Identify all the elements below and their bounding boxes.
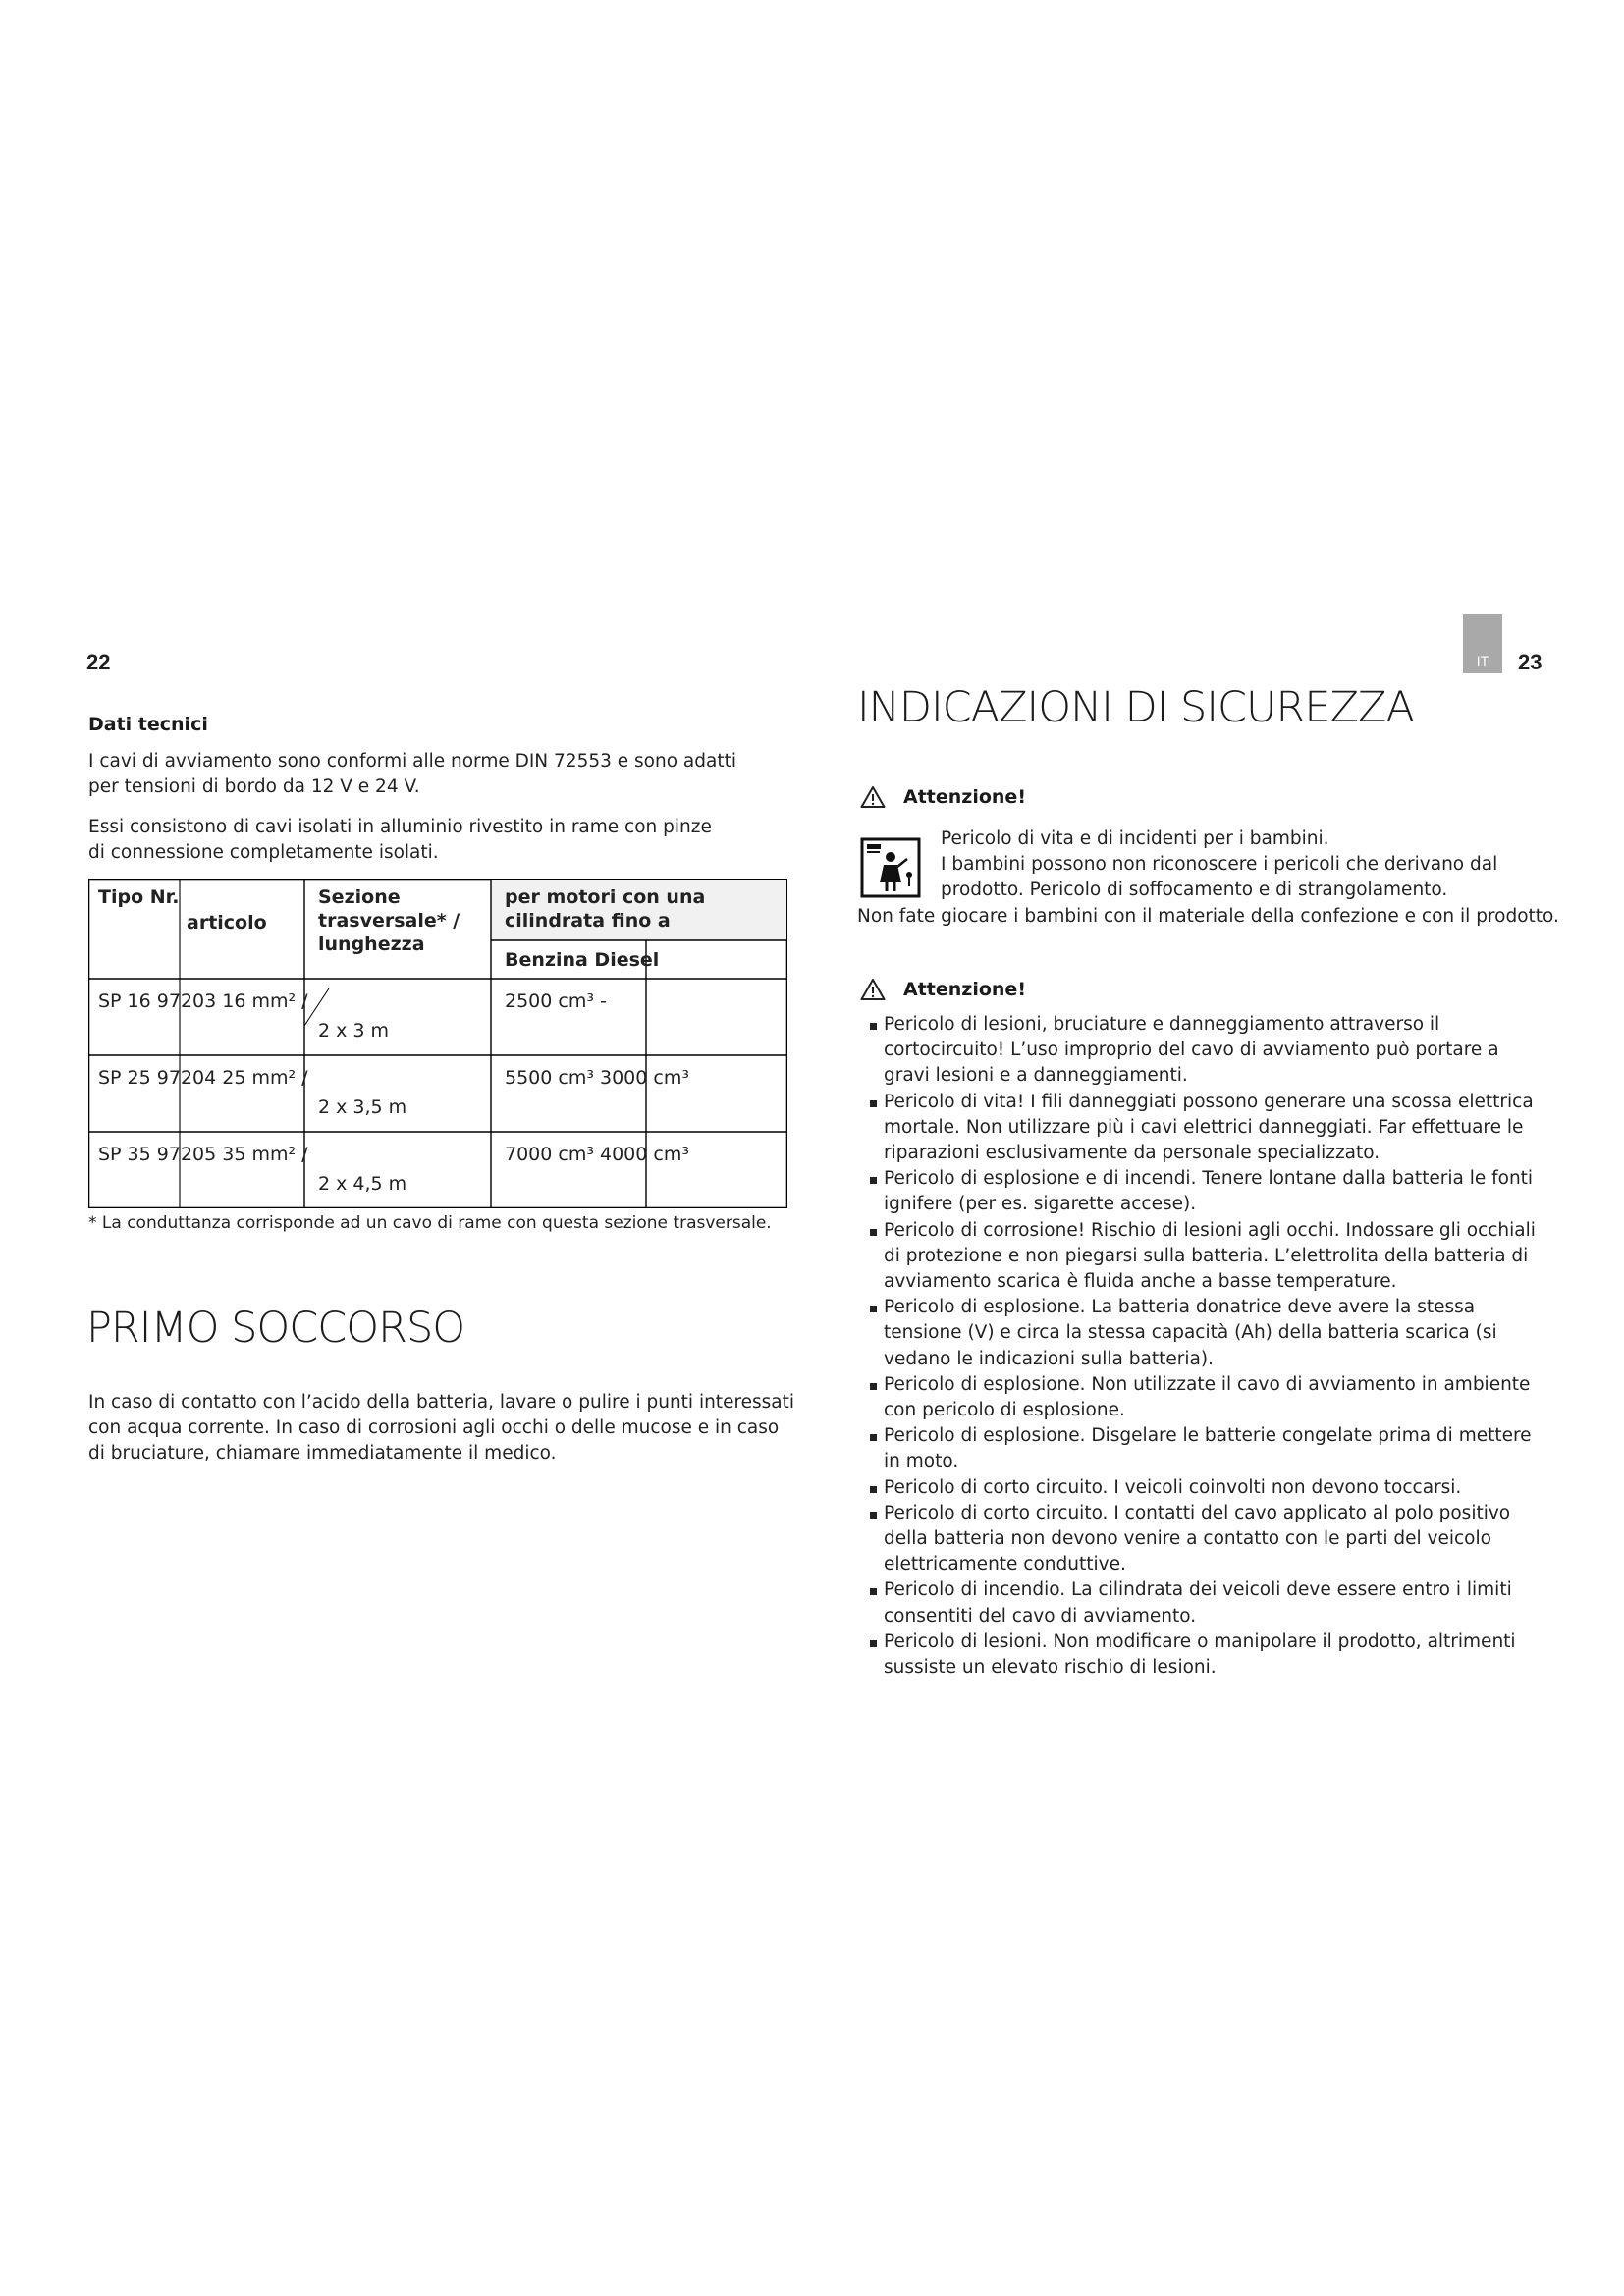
tech-data-table bbox=[88, 879, 787, 1208]
header-articolo: articolo bbox=[187, 912, 267, 934]
tech-intro-line: I cavi di avviamento sono conformi alle norme DIN 72553 e sono adatti bbox=[88, 751, 736, 772]
row2-lunghezza: 2 x 3,5 m bbox=[318, 1096, 407, 1118]
tech-intro-paragraph bbox=[88, 749, 795, 800]
header-sezione: Sezione bbox=[318, 886, 401, 908]
row3-cilindrata: 7000 cm³ 4000 cm³ bbox=[505, 1144, 689, 1165]
header-benzina-diesel: Benzina Diesel bbox=[505, 949, 660, 971]
tech-intro-line: per tensioni di bordo da 12 V e 24 V. bbox=[88, 776, 420, 797]
row2-cilindrata: 5500 cm³ 3000 cm³ bbox=[505, 1067, 689, 1089]
page-number-left: 22 bbox=[86, 650, 111, 674]
safety-title: INDICAZIONI DI SICUREZZA bbox=[857, 683, 1414, 732]
first-aid-line: In caso di contatto con l’acido della batteria, lavare o pulire i punti interessati bbox=[88, 1392, 795, 1413]
warning-triangle-icon bbox=[860, 785, 886, 809]
list-item: Pericolo di corto circuito. I contatti del cavo applicato al polo positivo della batteria non devono venire a contatto con le parti del veicolo elettricamente conduttive. bbox=[868, 1501, 1536, 1578]
header-cilindrata: cilindrata fino a bbox=[505, 910, 671, 932]
list-item: Pericolo di incendio. La cilindrata dei veicoli deve essere entro i limiti consentiti del cavo di avviamento. bbox=[868, 1577, 1536, 1629]
list-item: Pericolo di corto circuito. I veicoli coinvolti non devono toccarsi. bbox=[868, 1475, 1536, 1501]
header-motori: per motori con una bbox=[505, 886, 706, 908]
first-aid-title: PRIMO SOCCORSO bbox=[86, 1304, 465, 1353]
warning-children-line: prodotto. Pericolo di soffocamento e di strangolamento. bbox=[941, 880, 1448, 900]
list-item: Pericolo di vita! I fili danneggiati possono generare una scossa elettrica mortale. Non utilizzare più i cavi elettrici danneggiati. Far effettuare le riparazioni esclusivamente da personale specializzato. bbox=[868, 1090, 1536, 1167]
child-danger-icon bbox=[860, 837, 921, 898]
row3-lunghezza: 2 x 4,5 m bbox=[318, 1173, 407, 1195]
header-trasversale: trasversale* / bbox=[318, 910, 460, 932]
header-tipo: Tipo Nr. bbox=[98, 886, 180, 908]
warning-triangle-icon bbox=[860, 978, 886, 1001]
tech-composition-paragraph bbox=[88, 815, 795, 866]
warning-children-text bbox=[941, 827, 1569, 903]
row1-cilindrata: 2500 cm³ - bbox=[505, 990, 607, 1012]
warning-packaging-line: Non fate giocare i bambini con il materiale della confezione e con il prodotto. bbox=[857, 906, 1559, 927]
list-item: Pericolo di esplosione. Disgelare le batterie congelate prima di mettere in moto. bbox=[868, 1423, 1536, 1474]
warning-header-1 bbox=[860, 785, 1026, 809]
warning-children-line: I bambini possono non riconoscere i pericoli che derivano dal bbox=[941, 854, 1498, 875]
row2-tipo-sezione: SP 25 97204 25 mm² / bbox=[98, 1067, 308, 1089]
warning-children-line: Pericolo di vita e di incidenti per i bambini. bbox=[941, 828, 1329, 849]
first-aid-line: di bruciature, chiamare immediatamente il medico. bbox=[88, 1443, 557, 1464]
page-number-right: 23 bbox=[1518, 650, 1543, 674]
row3-tipo-sezione: SP 35 97205 35 mm² / bbox=[98, 1144, 308, 1165]
row1-tipo-sezione: SP 16 97203 16 mm² / bbox=[98, 990, 308, 1012]
row1-lunghezza: 2 x 3 m bbox=[318, 1020, 390, 1041]
tech-composition-line: di connessione completamente isolati. bbox=[88, 842, 439, 863]
language-tab: IT bbox=[1463, 614, 1502, 673]
warning-label-1: Attenzione! bbox=[903, 786, 1026, 808]
list-item: Pericolo di lesioni. Non modificare o manipolare il prodotto, altrimenti sussiste un elevato rischio di lesioni. bbox=[868, 1629, 1536, 1681]
list-item: Pericolo di esplosione e di incendi. Tenere lontane dalla batteria le fonti ignifere (per es. sigarette accese). bbox=[868, 1166, 1536, 1217]
header-lunghezza: lunghezza bbox=[318, 934, 425, 955]
list-item: Pericolo di esplosione. La batteria donatrice deve avere la stessa tensione (V) e circa la stessa capacità (Ah) della batteria scarica (si vedano le indicazioni sulla batteria). bbox=[868, 1295, 1536, 1372]
table-footnote: * La conduttanza corrisponde ad un cavo di rame con questa sezione trasversale. bbox=[88, 1213, 772, 1233]
list-item: Pericolo di lesioni, bruciature e danneggiamento attraverso il cortocircuito! L’uso improprio del cavo di avviamento può portare a gravi lesioni e a danneggiamenti. bbox=[868, 1012, 1536, 1090]
warning-header-2 bbox=[860, 978, 1026, 1001]
safety-bullet-list bbox=[868, 1012, 1536, 1681]
first-aid-paragraph bbox=[88, 1390, 795, 1467]
tech-data-heading: Dati tecnici bbox=[88, 714, 208, 735]
tech-composition-line: Essi consistono di cavi isolati in alluminio rivestito in rame con pinze bbox=[88, 817, 712, 837]
list-item: Pericolo di corrosione! Rischio di lesioni agli occhi. Indossare gli occhiali di protezione e non piegarsi sulla batteria. L’elettrolita della batteria di avviamento scarica è fluida anche a basse temperature. bbox=[868, 1218, 1536, 1296]
warning-label-2: Attenzione! bbox=[903, 979, 1026, 1000]
first-aid-line: con acqua corrente. In caso di corrosioni agli occhi o delle mucose e in caso bbox=[88, 1417, 780, 1438]
list-item: Pericolo di esplosione. Non utilizzate il cavo di avviamento in ambiente con pericolo di esplosione. bbox=[868, 1372, 1536, 1423]
